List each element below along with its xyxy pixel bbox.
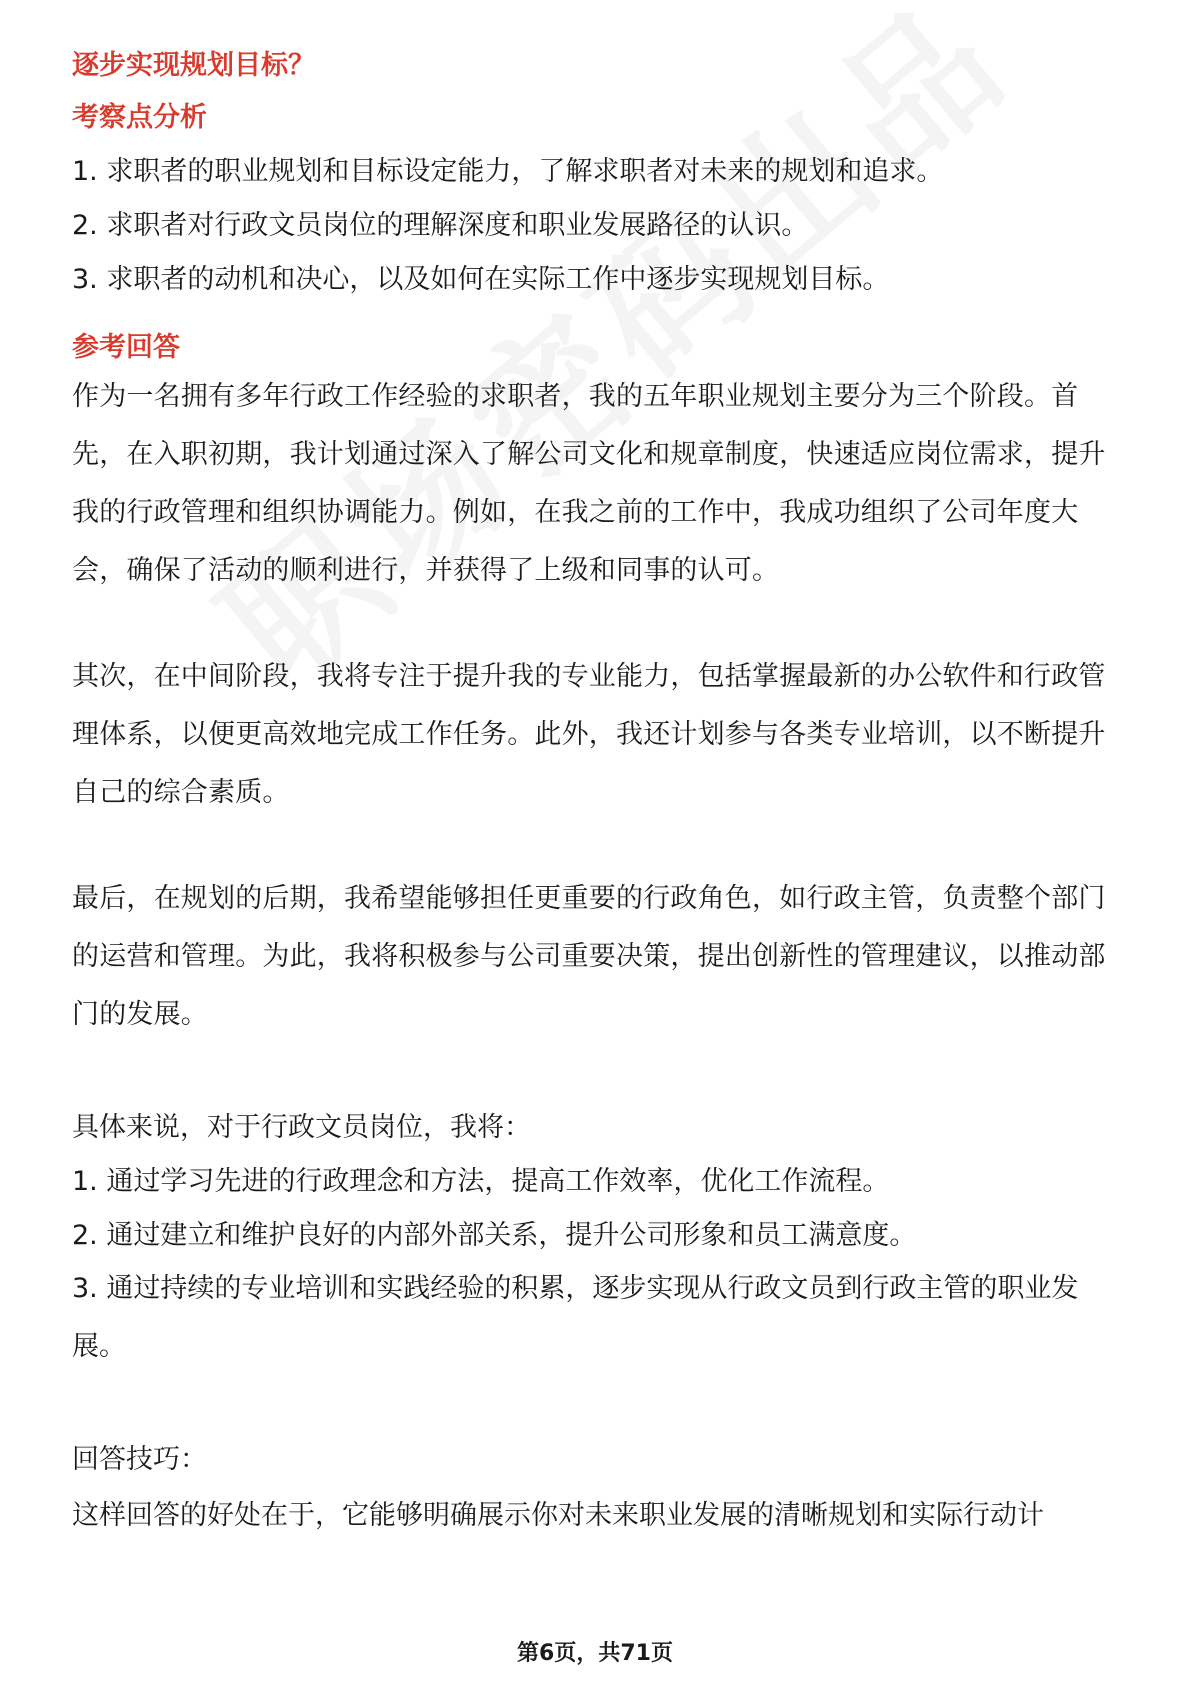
answer-paragraph-3: 最后，在规划的后期，我希望能够担任更重要的行政角色，如行政主管，负责整个部门的运营和管理。为此，我将积极参与公司重要决策，提出创新性的管理建议，以推动部门的发展。 [72, 883, 1106, 1030]
specific-item-1: 1. 通过学习先进的行政理念和方法，提高工作效率，优化工作流程。 [72, 1166, 890, 1197]
analysis-heading: 考察点分析 [72, 102, 207, 133]
answer-paragraph-1: 作为一名拥有多年行政工作经验的求职者，我的五年职业规划主要分为三个阶段。首先，在入职初期，我计划通过深入了解公司文化和规章制度，快速适应岗位需求，提升我的行政管理和组织协调能力。例如，在我之前的工作中，我成功组织了公司年度大会，确保了活动的顺利进行，并获得了上级和同事的认可。 [72, 381, 1106, 586]
page-number-footer: 第6页，共71页 [517, 1641, 673, 1666]
question-title: 逐步实现规划目标？ [72, 50, 315, 81]
specific-item-3: 3. 通过持续的专业培训和实践经验的积累，逐步实现从行政文员到行政主管的职业发展。 [72, 1273, 1079, 1362]
specific-item-2: 2. 通过建立和维护良好的内部外部关系，提升公司形象和员工满意度。 [72, 1220, 917, 1251]
analysis-item-2: 2. 求职者对行政文员岗位的理解深度和职业发展路径的认识。 [72, 210, 809, 241]
page-content [72, 44, 1120, 1536]
answer-heading: 参考回答 [72, 332, 180, 363]
tips-label: 回答技巧： [72, 1444, 207, 1475]
tips-text: 这样回答的好处在于，它能够明确展示你对未来职业发展的清晰规划和实际行动计 [72, 1500, 1044, 1531]
analysis-item-3: 3. 求职者的动机和决心，以及如何在实际工作中逐步实现规划目标。 [72, 264, 890, 295]
answer-paragraph-2: 其次，在中间阶段，我将专注于提升我的专业能力，包括掌握最新的办公软件和行政管理体系，以便更高效地完成工作任务。此外，我还计划参与各类专业培训，以不断提升自己的综合素质。 [72, 661, 1106, 808]
specific-intro: 具体来说，对于行政文员岗位，我将： [72, 1112, 531, 1143]
analysis-item-1: 1. 求职者的职业规划和目标设定能力，了解求职者对未来的规划和追求。 [72, 156, 944, 187]
